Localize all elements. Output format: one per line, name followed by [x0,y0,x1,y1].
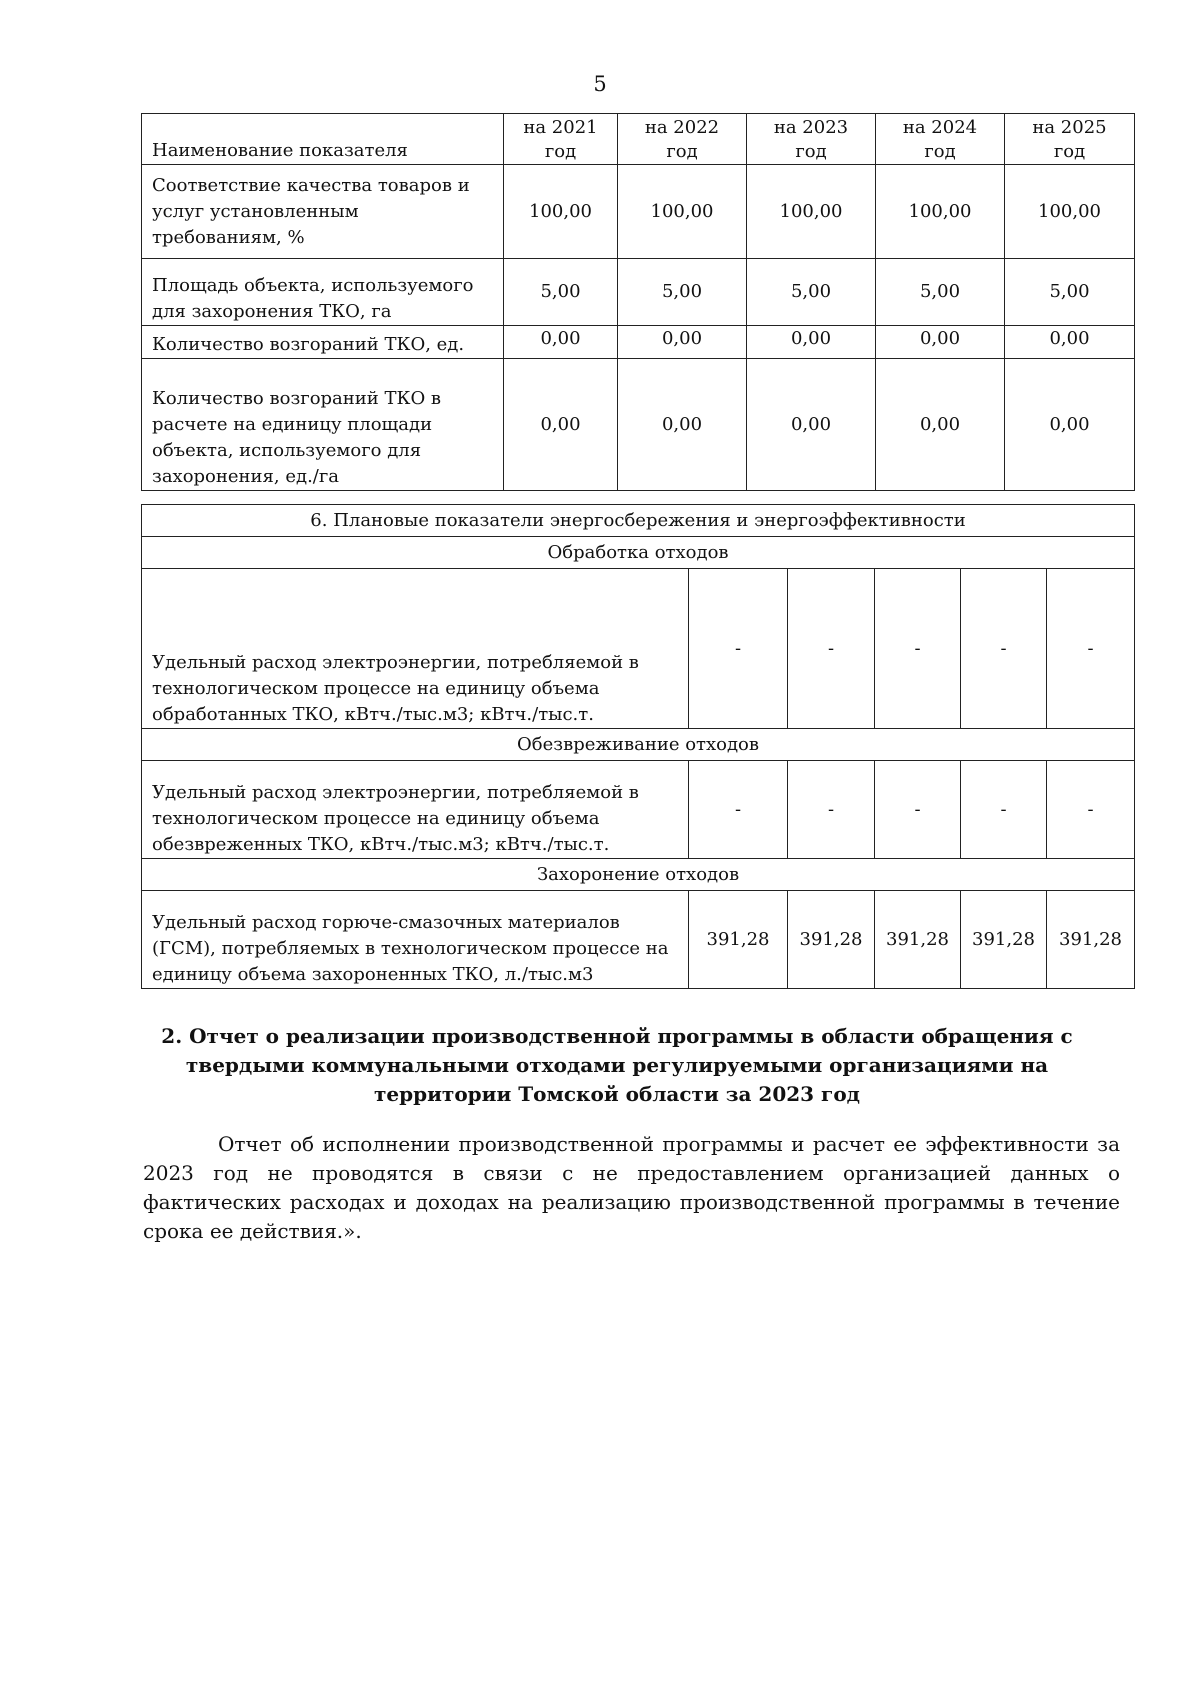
row-value: 0,00 [747,326,876,359]
row-name: Площадь объекта, используемого для захоронения ТКО, га [142,259,504,326]
row-name: Удельный расход электроэнергии, потребляемой в технологическом процессе на единицу объема обработанных ТКО, кВтч./тыс.м3; кВтч./тыс.т. [142,569,689,729]
column-header-2022: на 2022 год [618,114,747,165]
row-value: - [1047,569,1135,729]
row-value: - [875,761,961,859]
table-row [142,359,1135,491]
section-row [142,729,1135,761]
energy-efficiency-table [141,504,1135,989]
row-value: 391,28 [1047,891,1135,989]
row-value: 5,00 [1005,259,1135,326]
row-value: 391,28 [875,891,961,989]
report-paragraph: Отчет об исполнении производственной программы и расчет ее эффективности за 2023 год не проводятся в связи с не предоставлением организацией данных о фактических расходах и доходах на реализацию производственной программы в течение срока ее действия.». [143,1132,1120,1243]
column-header-2021: на 2021 год [504,114,618,165]
row-name: Количество возгораний ТКО в расчете на единицу площади объекта, используемого для захоронения, ед./га [142,359,504,491]
section-label: Захоронение отходов [142,859,1135,891]
section-label: Обезвреживание отходов [142,729,1135,761]
row-name: Соответствие качества товаров и услуг установленным требованиям, % [142,165,504,259]
section-row [142,537,1135,569]
row-value: - [961,761,1047,859]
row-value: 5,00 [504,259,618,326]
column-header-2025: на 2025 год [1005,114,1135,165]
row-value: 0,00 [504,326,618,359]
section-row [142,859,1135,891]
table-title-row [142,505,1135,537]
row-value: - [875,569,961,729]
row-value: 100,00 [876,165,1005,259]
row-value: 100,00 [618,165,747,259]
table-header-row [142,114,1135,165]
table-row [142,326,1135,359]
page-number: 5 [593,72,607,96]
table-title: 6. Плановые показатели энергосбережения и энергоэффективности [142,505,1135,537]
section-label: Обработка отходов [142,537,1135,569]
row-value: 391,28 [788,891,875,989]
row-value: - [1047,761,1135,859]
column-header-2023: на 2023 год [747,114,876,165]
row-value: 5,00 [618,259,747,326]
row-value: 391,28 [689,891,788,989]
row-name: Удельный расход электроэнергии, потребляемой в технологическом процессе на единицу объема обезвреженных ТКО, кВтч./тыс.м3; кВтч./тыс.т. [142,761,689,859]
indicators-table [141,113,1135,491]
row-value: 100,00 [1005,165,1135,259]
row-name: Количество возгораний ТКО, ед. [142,326,504,359]
row-value: 100,00 [747,165,876,259]
table-row [142,891,1135,989]
row-value: 0,00 [618,326,747,359]
row-value: 100,00 [504,165,618,259]
row-value: 391,28 [961,891,1047,989]
row-value: 5,00 [747,259,876,326]
row-value: 0,00 [1005,359,1135,491]
table-row [142,259,1135,326]
row-value: - [788,761,875,859]
table-row [142,165,1135,259]
row-value: 0,00 [504,359,618,491]
row-value: 0,00 [747,359,876,491]
row-value: - [961,569,1047,729]
column-header-2024: на 2024 год [876,114,1005,165]
column-header-name: Наименование показателя [142,114,504,165]
row-value: 5,00 [876,259,1005,326]
row-name: Удельный расход горюче-смазочных материалов (ГСМ), потребляемых в технологическом процессе на единицу объема захороненных ТКО, л./тыс.м3 [142,891,689,989]
row-value: 0,00 [876,359,1005,491]
row-value: 0,00 [1005,326,1135,359]
row-value: 0,00 [618,359,747,491]
row-value: 0,00 [876,326,1005,359]
table-row [142,569,1135,729]
table-row [142,761,1135,859]
section-heading: 2. Отчет о реализации производственной программы в области обращения с твердыми коммунальными отходами регулируемыми организациями на территории Томской области за 2023 год [161,1024,1073,1106]
row-value: - [689,761,788,859]
row-value: - [689,569,788,729]
row-value: - [788,569,875,729]
